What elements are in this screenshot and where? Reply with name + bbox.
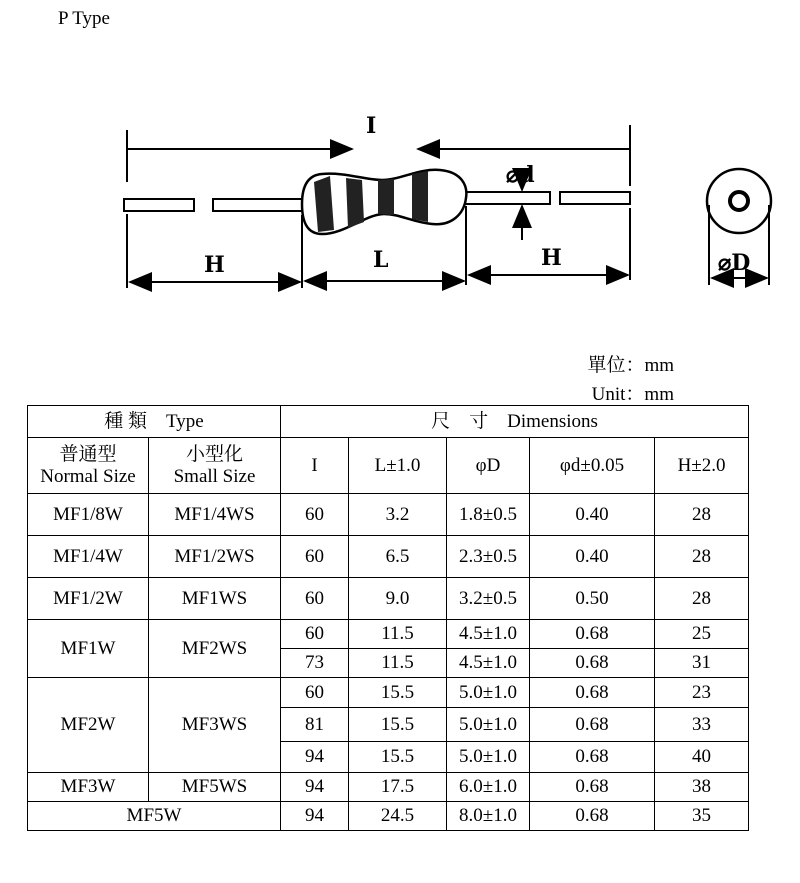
cell-d: 0.68 [530, 649, 655, 678]
cell-L: 11.5 [349, 649, 447, 678]
cell-d: 0.68 [530, 620, 655, 649]
cell-D: 4.5±1.0 [447, 620, 530, 649]
cell-L: 15.5 [349, 678, 447, 708]
cell-D: 5.0±1.0 [447, 708, 530, 742]
unit-label-chinese: 單位：mm [587, 355, 674, 376]
cell-d: 0.68 [530, 708, 655, 742]
header-row-1 [28, 406, 749, 438]
cell-H: 33 [655, 708, 749, 742]
table-row [28, 536, 749, 578]
lead-length-right-label: H [541, 245, 562, 271]
cell-D: 5.0±1.0 [447, 678, 530, 708]
lead-left-outer [124, 199, 194, 211]
cell-I: 60 [281, 678, 349, 708]
cell-L: 15.5 [349, 742, 447, 773]
normal-size-cell: MF5W [28, 802, 281, 831]
cell-d: 0.40 [530, 494, 655, 536]
col-header-I: I [281, 438, 349, 494]
cell-L: 3.2 [349, 494, 447, 536]
cell-I: 94 [281, 742, 349, 773]
cell-H: 28 [655, 578, 749, 620]
normal-size-header [28, 438, 149, 494]
body-diameter-label: ⌀D [718, 250, 751, 276]
normal-size-cell: MF1/8W [28, 494, 149, 536]
small-size-en: Small Size [173, 465, 256, 487]
normal-size-cell: MF1W [28, 620, 149, 678]
cell-I: 81 [281, 708, 349, 742]
cell-L: 9.0 [349, 578, 447, 620]
cell-L: 6.5 [349, 536, 447, 578]
small-size-header [149, 438, 281, 494]
small-size-cell: MF1/4WS [149, 494, 281, 536]
col-header-L: L±1.0 [349, 438, 447, 494]
color-band-4 [412, 171, 428, 222]
lead-length-left-label: H [204, 252, 225, 278]
cell-d: 0.68 [530, 802, 655, 831]
cell-I: 60 [281, 620, 349, 649]
small-size-cell: MF5WS [149, 773, 281, 802]
cell-d: 0.50 [530, 578, 655, 620]
normal-size-cell: MF3W [28, 773, 149, 802]
color-band-3 [378, 179, 394, 215]
body-length-label: L [373, 247, 389, 273]
small-size-cell: MF3WS [149, 678, 281, 773]
cell-L: 11.5 [349, 620, 447, 649]
table-row [28, 678, 749, 708]
cell-d: 0.68 [530, 742, 655, 773]
cell-H: 40 [655, 742, 749, 773]
cell-L: 24.5 [349, 802, 447, 831]
unit-label-english: Unit：mm [591, 384, 674, 405]
lead-diameter-label: ⌀d [506, 162, 535, 188]
small-size-cell: MF1/2WS [149, 536, 281, 578]
table-row [28, 620, 749, 649]
cell-D: 3.2±0.5 [447, 578, 530, 620]
lead-right-inner [462, 192, 550, 204]
cell-D: 6.0±1.0 [447, 773, 530, 802]
col-header-D: φD [447, 438, 530, 494]
lead-left-inner [213, 199, 306, 211]
cell-L: 15.5 [349, 708, 447, 742]
cell-D: 1.8±0.5 [447, 494, 530, 536]
total-length-label: I [366, 113, 377, 139]
table-row [28, 802, 749, 831]
cell-I: 60 [281, 536, 349, 578]
type-header: 種 類 Type [28, 406, 281, 438]
small-size-cn: 小型化 [185, 443, 243, 465]
small-size-cell: MF2WS [149, 620, 281, 678]
table-row [28, 578, 749, 620]
dimensions-header: 尺 寸 Dimensions [281, 406, 749, 438]
cell-I: 94 [281, 773, 349, 802]
normal-size-cell: MF1/2W [28, 578, 149, 620]
cell-D: 2.3±0.5 [447, 536, 530, 578]
cell-H: 35 [655, 802, 749, 831]
small-size-cell: MF1WS [149, 578, 281, 620]
cell-D: 5.0±1.0 [447, 742, 530, 773]
cell-I: 94 [281, 802, 349, 831]
header-row-2 [28, 438, 749, 494]
cell-d: 0.40 [530, 536, 655, 578]
cell-I: 73 [281, 649, 349, 678]
end-view-lead-circle [730, 192, 748, 210]
cell-D: 8.0±1.0 [447, 802, 530, 831]
dimension-table [27, 405, 749, 831]
table-row [28, 773, 749, 802]
col-header-d: φd±0.05 [530, 438, 655, 494]
normal-size-cn: 普通型 [59, 443, 117, 465]
resistor-dimension-diagram [0, 0, 800, 340]
col-header-H: H±2.0 [655, 438, 749, 494]
cell-D: 4.5±1.0 [447, 649, 530, 678]
lead-right-outer [560, 192, 630, 204]
normal-size-cell: MF2W [28, 678, 149, 773]
cell-H: 28 [655, 536, 749, 578]
cell-I: 60 [281, 494, 349, 536]
cell-d: 0.68 [530, 773, 655, 802]
color-band-2 [346, 178, 364, 228]
cell-d: 0.68 [530, 678, 655, 708]
cell-H: 38 [655, 773, 749, 802]
normal-size-en: Normal Size [40, 465, 136, 487]
normal-size-cell: MF1/4W [28, 536, 149, 578]
cell-H: 25 [655, 620, 749, 649]
cell-H: 31 [655, 649, 749, 678]
cell-I: 60 [281, 578, 349, 620]
cell-H: 28 [655, 494, 749, 536]
cell-L: 17.5 [349, 773, 447, 802]
cell-H: 23 [655, 678, 749, 708]
page-title: P Type [58, 8, 110, 29]
table-row [28, 494, 749, 536]
